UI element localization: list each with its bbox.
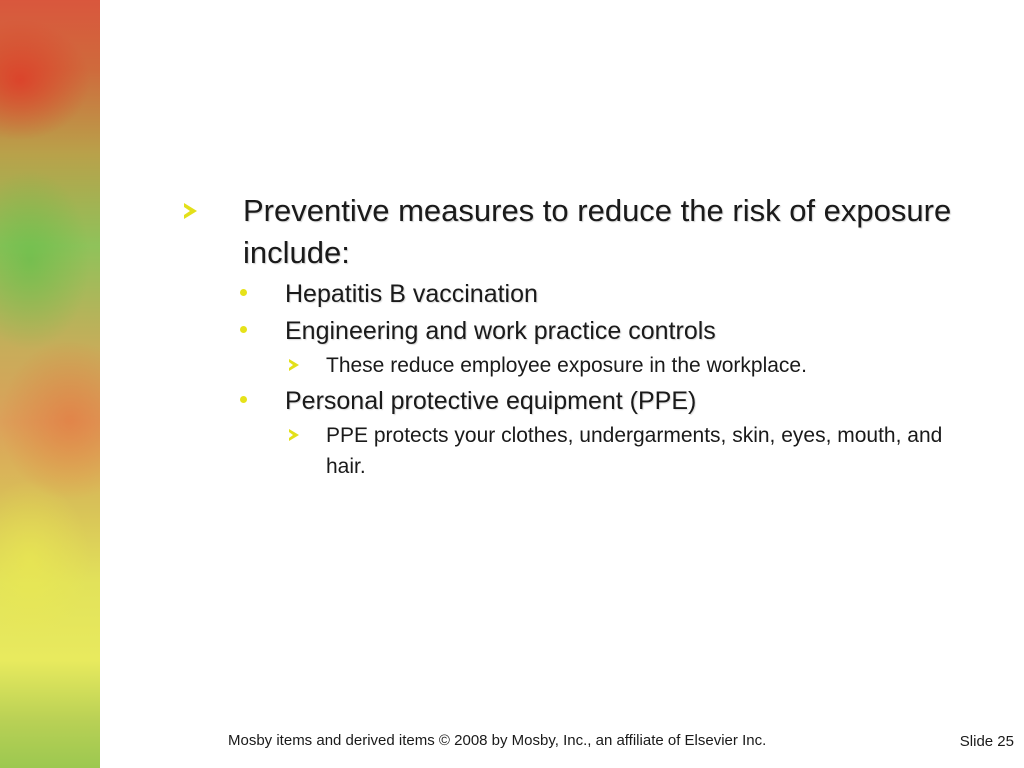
dot-bullet-icon	[240, 289, 247, 296]
bullet-main-text: Preventive measures to reduce the risk of exposure include:	[243, 193, 952, 270]
sub-bullet-ppe-protects	[287, 420, 956, 482]
bullet-engineering-controls-text: Engineering and work practice controls	[285, 317, 716, 345]
slide-content	[176, 190, 976, 482]
sub-bullet-workplace-exposure-text: These reduce employee exposure in the workplace.	[326, 354, 807, 377]
decorative-side-band	[0, 0, 100, 768]
bullet-ppe-text: Personal protective equipment (PPE)	[285, 387, 697, 415]
dot-bullet-icon	[240, 326, 247, 333]
sub-bullet-workplace-exposure	[287, 350, 956, 381]
bullet-engineering-controls	[232, 315, 976, 348]
chevron-arrow-icon	[289, 359, 299, 371]
bullet-ppe	[232, 385, 976, 418]
bullet-hepatitis-b	[232, 278, 976, 311]
dot-bullet-icon	[240, 396, 247, 403]
bullet-hepatitis-b-text: Hepatitis B vaccination	[285, 280, 538, 308]
slide-number: Slide 25	[959, 733, 1014, 750]
bullet-main	[176, 190, 976, 274]
chevron-arrow-icon	[289, 429, 299, 441]
footer-copyright: Mosby items and derived items © 2008 by Mosby, Inc., an affiliate of Elsevier Inc.	[228, 732, 767, 749]
sub-bullet-ppe-protects-text: PPE protects your clothes, undergarments, skin, eyes, mouth, and hair.	[326, 424, 943, 478]
chevron-arrow-icon	[184, 203, 197, 219]
